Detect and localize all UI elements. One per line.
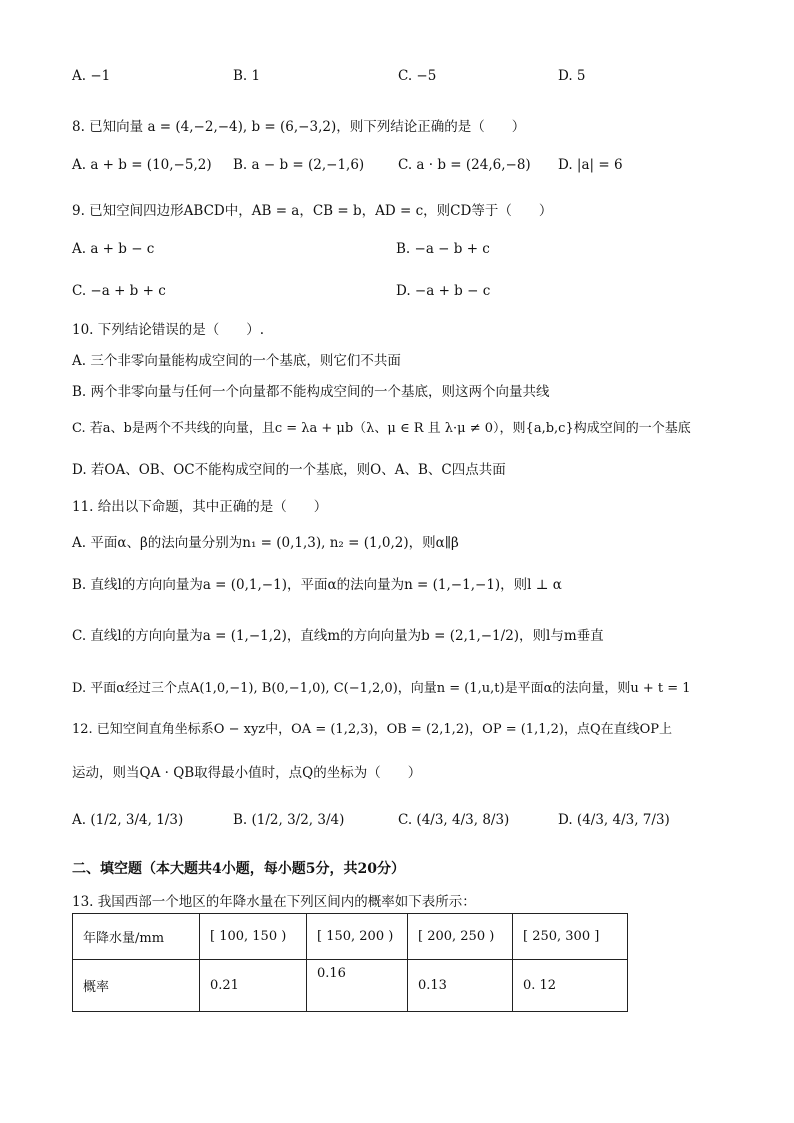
- q12-option-c: C. (4/3, 4/3, 8/3): [398, 812, 510, 828]
- q11-option-d: D. 平面α经过三个点A(1,0,−1), B(0,−1,0), C(−1,2,0)，向量n = (1,u,t)是平面α的法向量，则u + t = 1: [72, 681, 691, 696]
- q11-option-b: B. 直线l的方向向量为a = (0,1,−1)，平面α的法向量为n = (1,−1,−1)，则l ⊥ α: [72, 577, 562, 593]
- q7-option-d: D. 5: [558, 68, 586, 84]
- q8-option-a: A. a + b = (10,−5,2): [72, 157, 212, 173]
- q8-stem: 8. 已知向量 a = (4,−2,−4), b = (6,−3,2)，则下列结论正确的是（ ）: [72, 119, 526, 135]
- table-cell: 0.13: [408, 960, 513, 1012]
- table-cell: [ 100, 150 ): [200, 914, 307, 960]
- q9-option-b: B. −a − b + c: [396, 241, 490, 257]
- table-cell: [ 250, 300 ]: [513, 914, 628, 960]
- table-cell: 年降水量/mm: [73, 914, 200, 960]
- section-2-heading: 二、填空题（本大题共4小题，每小题5分，共20分）: [72, 861, 405, 877]
- table-cell: [ 200, 250 ): [408, 914, 513, 960]
- q10-option-a: A. 三个非零向量能构成空间的一个基底，则它们不共面: [72, 353, 401, 369]
- q9-option-c: C. −a + b + c: [72, 283, 166, 299]
- precipitation-table: [72, 913, 628, 1012]
- q11-option-c: C. 直线l的方向向量为a = (1,−1,2)，直线m的方向向量为b = (2,1,−1/2)，则l与m垂直: [72, 628, 604, 644]
- q10-option-d: D. 若OA、OB、OC不能构成空间的一个基底，则O、A、B、C四点共面: [72, 462, 506, 478]
- table-cell: 0. 12: [513, 960, 628, 1012]
- q12-stem-line2: 运动，则当QA · QB取得最小值时，点Q的坐标为（ ）: [72, 765, 422, 781]
- q9-option-d: D. −a + b − c: [396, 283, 491, 299]
- q9-option-a: A. a + b − c: [72, 241, 155, 257]
- table-cell: [ 150, 200 ): [307, 914, 408, 960]
- q10-option-b: B. 两个非零向量与任何一个向量都不能构成空间的一个基底，则这两个向量共线: [72, 384, 550, 400]
- table-cell: 0.21: [200, 960, 307, 1012]
- q11-stem: 11. 给出以下命题，其中正确的是（ ）: [72, 499, 328, 515]
- q13-stem: 13. 我国西部一个地区的年降水量在下列区间内的概率如下表所示：: [72, 894, 476, 910]
- q7-option-c: C. −5: [398, 68, 437, 84]
- q10-stem: 10. 下列结论错误的是（ ）.: [72, 322, 265, 338]
- q12-stem-line1: 12. 已知空间直角坐标系O − xyz中，OA = (1,2,3)，OB = (2,1,2)，OP = (1,1,2)，点Q在直线OP上: [72, 722, 673, 737]
- q7-option-a: A. −1: [72, 68, 111, 84]
- table-header-row: [73, 914, 628, 960]
- q8-option-c: C. a · b = (24,6,−8): [398, 157, 531, 173]
- q12-option-d: D. (4/3, 4/3, 7/3): [558, 812, 670, 828]
- table-cell: 概率: [73, 960, 200, 1012]
- q7-option-b: B. 1: [233, 68, 261, 84]
- q11-option-a: A. 平面α、β的法向量分别为n₁ = (0,1,3), n₂ = (1,0,2)，则α∥β: [72, 535, 459, 551]
- q8-option-b: B. a − b = (2,−1,6): [233, 157, 365, 173]
- q9-stem: 9. 已知空间四边形ABCD中，AB = a，CB = b，AD = c，则CD等于（ ）: [72, 203, 553, 219]
- q12-option-a: A. (1/2, 3/4, 1/3): [72, 812, 184, 828]
- table-cell: 0.16: [307, 960, 408, 1012]
- q10-option-c: C. 若a、b是两个不共线的向量，且c = λa + μb（λ、μ ∈ R 且 λ·μ ≠ 0），则{a,b,c}构成空间的一个基底: [72, 421, 691, 436]
- q8-option-d: D. |a| = 6: [558, 157, 623, 173]
- q12-option-b: B. (1/2, 3/2, 3/4): [233, 812, 345, 828]
- table-row: [73, 960, 628, 1012]
